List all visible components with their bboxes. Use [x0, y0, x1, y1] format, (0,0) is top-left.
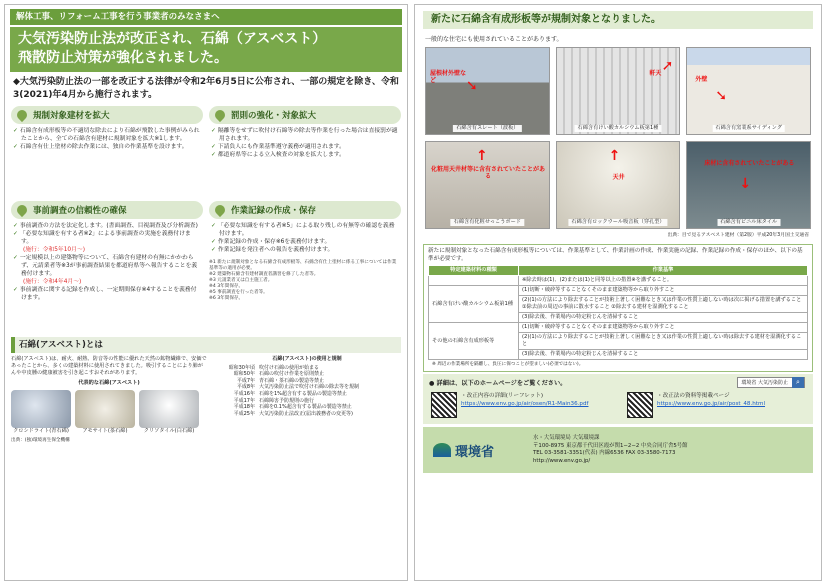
material-location-label: 屋根材外壁など	[430, 70, 467, 84]
standard-cell: (3)除去後、作業場内の特定粉じんを清掃すること	[519, 313, 808, 323]
material-location-label: 化粧用天井材等に含有されていたことがある	[430, 166, 545, 180]
material-cell: その他の石綿含有成形板等	[429, 323, 519, 360]
audience-banner: 解体工事、リフォーム工事を行う事業者のみなさまへ	[10, 9, 402, 25]
point-item: ✓ 石綿含有仕上塗材の除去作業には、独自の作業基準を設けます。	[21, 143, 201, 151]
ministry-address	[533, 435, 688, 465]
history-text: 石綿の吹付け作業を原則禁止	[259, 371, 325, 378]
ministry-logo	[433, 441, 533, 460]
point-title: 規制対象建材を拡大	[33, 111, 110, 121]
point-box-4	[209, 201, 401, 331]
history-timeline	[213, 356, 401, 444]
point-title: 作業記録の作成・保存	[231, 206, 317, 216]
point-title: 罰則の強化・対象拡大	[231, 111, 317, 121]
material-location-label: 床材に含有されていたことがある	[704, 160, 795, 167]
standard-cell: (2)(1)の方法により除去することが技術上著しく困難なとき又は作業の性質上適しない時は次に掲げる措置を講ずること ①除去前の周辺の事前に散水すること ②除去する建材を湿潤化すること	[519, 296, 808, 313]
history-year: 平成18年	[233, 404, 255, 411]
search-query: 環境省 大気汚染防止	[741, 380, 788, 386]
fiber-label: クリソタイル(白石綿)	[143, 428, 195, 434]
point-item: ✓ 一定規模以上の建築物等について、石綿含有建材の有無にかかわらず、元請業者等※3が事前調査結果を都道府県等へ報告することを義務付けます。	[21, 254, 201, 278]
material-caption: 石綿含有化粧せっこうボード	[451, 219, 524, 226]
table-row	[429, 286, 808, 296]
right-heading: 新たに石綿含有成形板等が規制対象となりました。	[423, 11, 813, 29]
materials-link[interactable]: https://www.env.go.jp/air/post_48.html	[657, 401, 766, 407]
material-caption: 石綿含有スレート（波板）	[453, 125, 521, 132]
standard-cell: (1)切断・破砕等することなくそのまま建築物等から取り外すこと	[519, 286, 808, 296]
standard-cell: (1)切断・破砕等することなくそのまま建築物等から取り外すこと	[519, 323, 808, 333]
history-year: 平成7年	[236, 377, 255, 384]
material-photo-grid	[425, 47, 811, 229]
key-points-grid	[11, 106, 401, 331]
asbestos-heading: 石綿(アスベスト)とは	[11, 337, 401, 353]
arrow-icon: ➘	[715, 88, 728, 104]
fiber-label: アモサイト(茶石綿)	[82, 428, 128, 434]
ministry-footer	[423, 427, 813, 473]
standard-cell: ※除去時は(1)、(2)または(1)と同等以上の措置※を講ずること。	[519, 276, 808, 286]
main-title	[10, 27, 402, 72]
point-box-3	[11, 201, 203, 331]
ministry-emblem-icon	[433, 443, 451, 457]
history-year: 平成25年	[233, 410, 255, 417]
point-item: ✓ 下請負人にも作業基準遵守義務が適用されます。	[219, 143, 399, 151]
address-line: 〒100-8975 東京都千代田区霞が関1−2−2 中央合同庁舎5号館	[533, 442, 688, 449]
material-photo	[425, 141, 550, 229]
arrow-icon: ↑	[608, 148, 621, 164]
history-year: 平成8年	[236, 384, 255, 391]
footnote: ※4 3年間保存。	[209, 284, 244, 289]
address-line: TEL 03-3581-3351(代表) 内線6536 FAX 03-3580-7173	[533, 450, 676, 456]
history-year: 昭和50年	[233, 371, 255, 378]
right-page	[414, 4, 822, 581]
material-caption: 石綿含有けい酸カルシウム板第1種	[575, 125, 662, 132]
leaflet-link[interactable]: https://www.env.go.jp/air/osen/R1-Main36.pdf	[461, 401, 589, 407]
point-item: ✓ 「必要な知識を有する者※2」による事前調査の実施を義務付けます。	[21, 230, 201, 246]
photo-source: 出典：目で見るアスベスト建材（第2版）平成20年3月国土交通省	[667, 233, 809, 238]
point-item: ✓ 隔離等をせずに吹付け石綿等の除去等作業を行った場合は直接罰が適用されます。	[219, 127, 399, 143]
work-standards-section	[423, 244, 813, 372]
material-caption: 石綿含有ロックウール吸音板（穿孔型）	[568, 219, 667, 226]
title-line-1: 大気汚染防止法が改正され、石綿（アスベスト）	[18, 31, 327, 47]
pin-icon	[213, 108, 227, 122]
arrow-icon: ↓	[739, 176, 752, 192]
link-title: ・改正内容の詳細(リーフレット)	[461, 393, 544, 399]
website-intro: ● 詳細は、以下のホームページをご覧ください。	[429, 380, 567, 387]
history-text: 青石綿・茶石綿の製造等禁止	[259, 377, 325, 384]
material-location-label: 外壁	[695, 76, 708, 83]
point-title: 事前調査の信頼性の確保	[33, 206, 127, 216]
qr-code-leaflet	[431, 392, 457, 418]
material-location-label: 軒天	[649, 70, 662, 77]
point-item: ✓ 事前調査の方法を法定化します。(書面調査、目視調査及び分析調査)	[21, 222, 201, 230]
asbestos-description: 石綿(アスベスト)は、耐火、耐熱、防音等の性能に優れた天然の鉱物繊維で、安価であったことから、多くの建築材料に使用されてきました。吸引することにより肺がんや中皮腫の健康被害を引き起こすおそれがあります。	[11, 356, 207, 376]
material-photo	[425, 47, 550, 135]
history-text: 石綿障害予防規則の施行	[259, 397, 315, 404]
point-box-1	[11, 106, 203, 198]
material-photo	[556, 47, 681, 135]
standard-cell: (2)(1)の方法により除去することが技術上著しく困難なとき又は作業の性質上適しない時は除去する建材を湿潤化すること	[519, 333, 808, 350]
history-year: 平成16年	[233, 390, 255, 397]
history-text: 大気汚染防止法改正(届出義務者の変更等)	[259, 410, 353, 417]
title-line-2: 飛散防止対策が強化されました。	[18, 50, 228, 66]
ministry-name: 環境省	[455, 444, 495, 460]
fiber-photo	[139, 390, 199, 428]
effective-date: (施行：令和5年10月～)	[23, 247, 85, 253]
footnote: ※1 新たに規制対象となる石綿含有成形板等、石綿含有仕上塗材に係る工事については作業基準等の適用が必要。	[209, 260, 397, 271]
search-box[interactable]	[737, 377, 805, 388]
material-cell: 石綿含有けい酸カルシウム板第1種	[429, 286, 519, 323]
work-standards-table	[428, 265, 808, 360]
search-icon[interactable]: ⌕	[792, 377, 804, 388]
qr-code-materials	[627, 392, 653, 418]
website-info	[423, 374, 813, 424]
material-photo	[686, 47, 811, 135]
pin-icon	[15, 203, 29, 217]
point-item: ✓ 石綿含有成形板等の不適切な除去により石綿が飛散した事例がみられたことから、全ての石綿含有建材に規制対象を拡大※1します。	[21, 127, 201, 143]
history-text: 石綿を0.1%超含有する製品の製造等禁止	[259, 404, 352, 411]
standard-cell: (3)除去後、作業場内の特定粉じんを清掃すること	[519, 350, 808, 360]
right-subheading: 一般的な住宅にも使用されていることがあります。	[425, 36, 563, 43]
material-caption: 石綿含有ビニル床タイル	[717, 219, 780, 226]
fiber-label: クロシドライト(青石綿)	[13, 428, 69, 434]
fiber-photos	[11, 390, 207, 435]
point-item: ✓ 「必要な知識を有する者※5」による取り残しの有無等の確認を義務付けます。	[219, 222, 399, 238]
table-header: 作業基準	[519, 266, 808, 276]
lead-text: ◆大気汚染防止法の一部を改正する法律が令和2年6月5日に公布され、一部の規定を除き、令和3(2021)年4月から施行されます。	[13, 77, 399, 100]
point-item: ✓ 作業記録の作成・保存※6を義務付けます。	[219, 238, 399, 246]
work-standards-intro: 新たに規制対象となった石綿含有成形板等については、作業基準として、作業計画の作成、作業実施の記録、作業記録の作成・保存のほか、以下の基準が必要です。	[428, 248, 803, 262]
table-footnote: ※ 周辺の作業場所を隔離し、負圧に保つことが望ましい(必須ではない)。	[432, 362, 584, 367]
footnote: ※5 事前調査を行った者等。	[209, 290, 268, 295]
point-item: ✓ 作業記録を発注者への報告を義務付けます。	[219, 246, 399, 254]
arrow-icon: ↑	[476, 148, 488, 164]
table-row	[429, 276, 808, 286]
ministry-url[interactable]: http://www.env.go.jp/	[533, 457, 591, 464]
material-location-label: 天井	[612, 174, 625, 181]
left-page	[4, 4, 408, 581]
material-cell	[429, 276, 519, 286]
point-item: ✓ 都道府県等による立入検査の対象を拡大します。	[219, 151, 399, 159]
point-box-2	[209, 106, 401, 198]
link-title: ・改正法の資料等掲載ページ	[657, 393, 730, 399]
material-caption: 石綿含有窯業系サイディング	[712, 125, 785, 132]
footnote: ※6 3年間保存。	[209, 296, 244, 301]
history-text: 吹付け石綿の使用が始まる	[259, 364, 320, 371]
history-text: 石綿を1%超含有する製品の製造等禁止	[259, 390, 347, 397]
footnote: ※3 元請業者又は自主施工者。	[209, 278, 273, 283]
fiber-photos-caption: 代表的な石綿(アスベスト)	[78, 380, 140, 386]
address-line: 水・大気環境局 大気環境課	[533, 435, 600, 441]
footnotes	[209, 260, 401, 302]
table-header: 特定建築材料の種類	[429, 266, 519, 276]
footnote: ※2 建築物石綿含有建材調査者講習を修了した者等。	[209, 272, 319, 277]
fiber-photo	[75, 390, 135, 428]
effective-date: (施行：令和4年4月～)	[23, 279, 82, 285]
history-year: 平成17年	[233, 397, 255, 404]
history-year: 昭和30年頃	[228, 364, 255, 371]
history-text: 大気汚染防止法で吹付け石綿の除去等を規制	[259, 384, 360, 391]
material-photo	[556, 141, 681, 229]
pin-icon	[213, 203, 227, 217]
asbestos-section	[11, 356, 401, 444]
pin-icon	[15, 108, 29, 122]
arrow-icon: ➘	[466, 78, 478, 94]
material-photo	[686, 141, 811, 229]
history-title: 石綿(アスベスト)の使用と規制	[272, 356, 342, 362]
photo-credit: 出典：(独)環境再生保全機構	[11, 438, 70, 443]
arrow-icon: ➚	[661, 58, 674, 74]
point-item: ✓ 事前調査に関する記録を作成し、一定期間保存※4することを義務付けます。	[21, 286, 201, 302]
table-row	[429, 323, 808, 333]
fiber-photo	[11, 390, 71, 428]
